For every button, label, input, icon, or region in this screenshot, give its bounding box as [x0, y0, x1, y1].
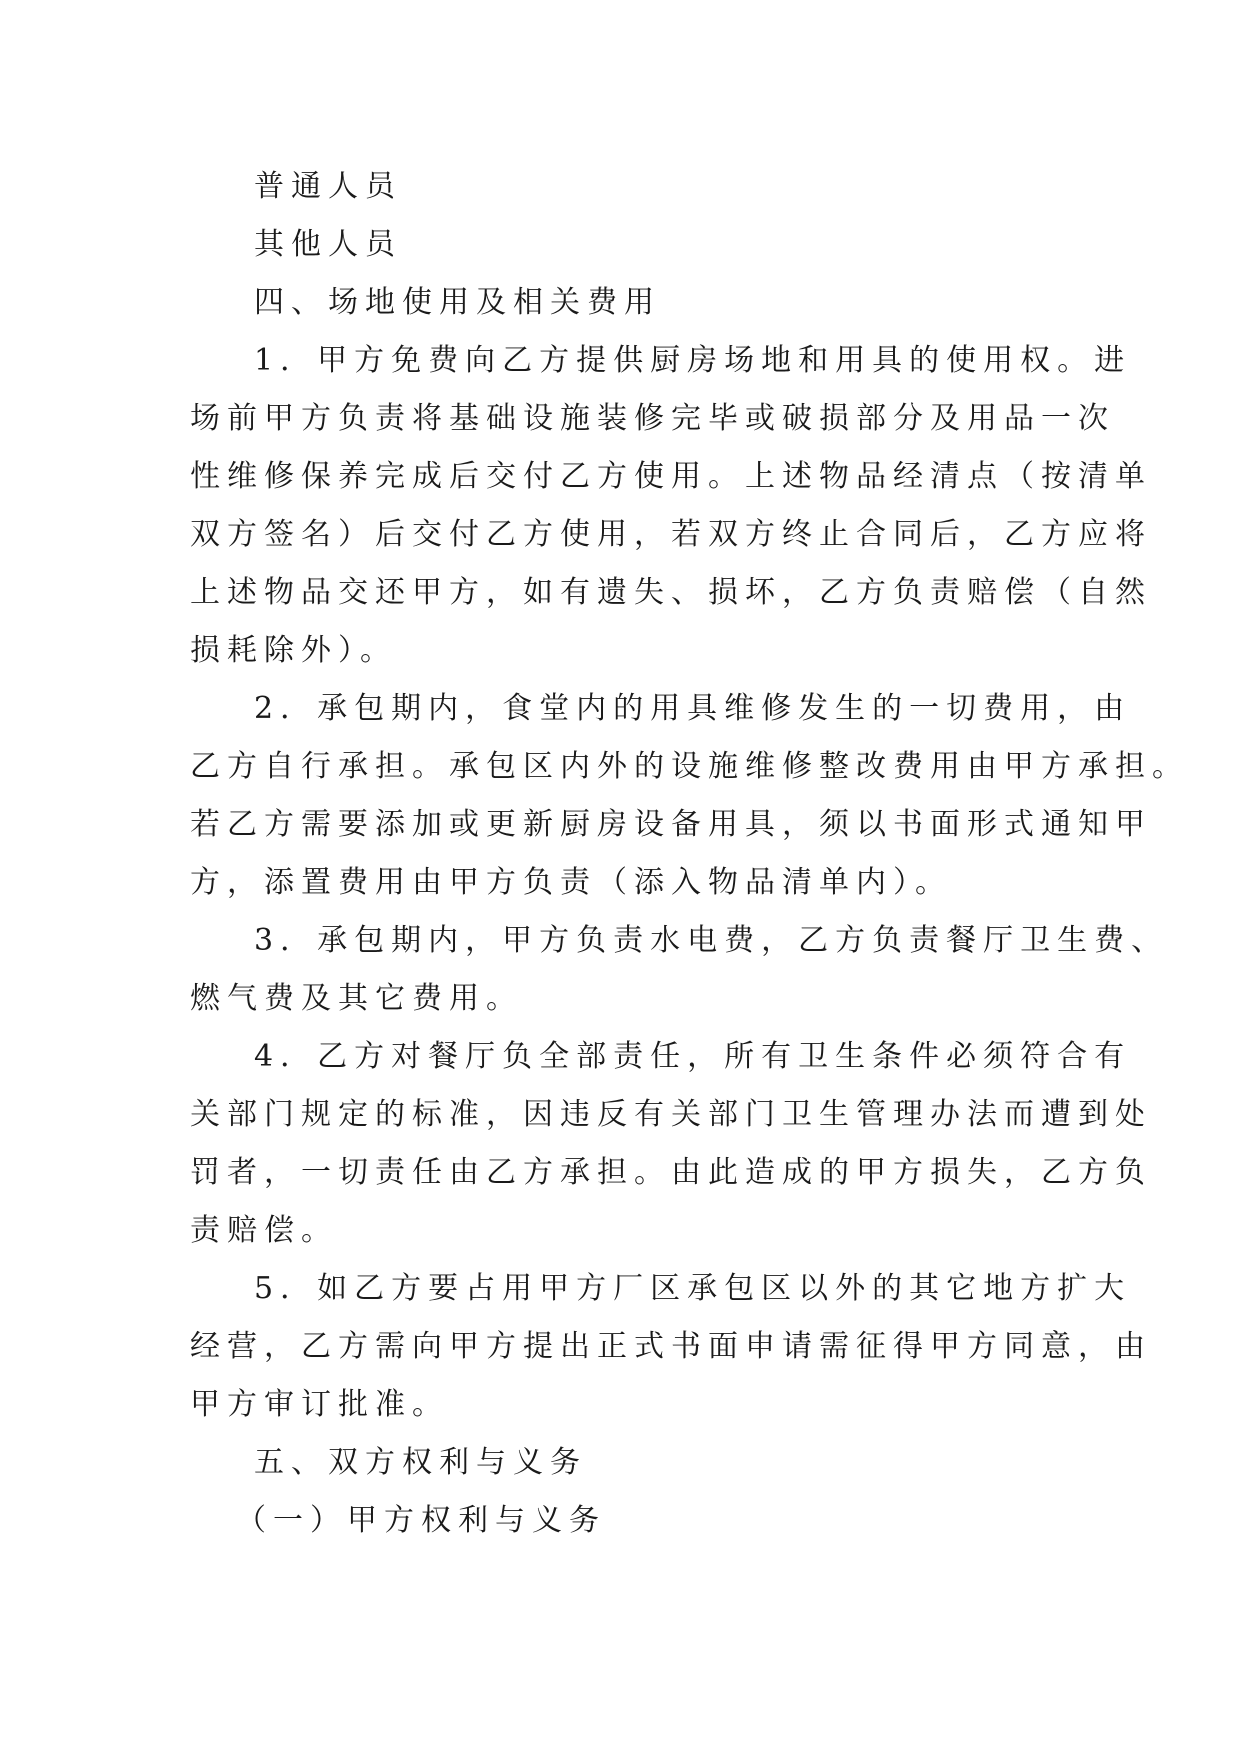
- clause-3-line-2: 燃气费及其它费用。: [190, 981, 523, 1016]
- clause-4-line-3: 罚者，一切责任由乙方承担。由此造成的甲方损失，乙方负: [190, 1155, 1152, 1190]
- section-heading-4: 四、场地使用及相关费用: [254, 285, 661, 320]
- section-heading-5: 五、双方权利与义务: [254, 1445, 587, 1480]
- clause-5-line-3: 甲方审订批准。: [190, 1387, 449, 1422]
- clause-4-line-2: 关部门规定的标准，因违反有关部门卫生管理办法而遭到处: [190, 1097, 1152, 1132]
- clause-5-line-2: 经营，乙方需向甲方提出正式书面申请需征得甲方同意，由: [190, 1329, 1152, 1364]
- clause-3-line-1: 3．承包期内，甲方负责水电费，乙方负责餐厅卫生费、: [254, 923, 1169, 958]
- clause-1-line-5: 上述物品交还甲方，如有遗失、损坏，乙方负责赔偿（自然: [190, 575, 1152, 610]
- clause-5-line-1: 5．如乙方要占用甲方厂区承包区以外的其它地方扩大: [254, 1271, 1132, 1306]
- text-line-staff-general: 普通人员: [254, 169, 402, 204]
- clause-2-line-4: 方，添置费用由甲方负责（添入物品清单内）。: [190, 865, 952, 900]
- clause-1-line-4: 双方签名）后交付乙方使用，若双方终止合同后，乙方应将: [190, 517, 1152, 552]
- text-line-staff-other: 其他人员: [254, 227, 402, 262]
- clause-2-line-1: 2．承包期内，食堂内的用具维修发生的一切费用，由: [254, 691, 1132, 726]
- clause-1-line-6: 损耗除外）。: [190, 633, 397, 668]
- clause-4-line-4: 责赔偿。: [190, 1213, 338, 1248]
- clause-1-line-1: 1．甲方免费向乙方提供厨房场地和用具的使用权。进: [254, 343, 1132, 378]
- clause-2-line-3: 若乙方需要添加或更新厨房设备用具，须以书面形式通知甲: [190, 807, 1152, 842]
- clause-4-line-1: 4．乙方对餐厅负全部责任，所有卫生条件必须符合有: [254, 1039, 1132, 1074]
- subsection-heading-party-a: （一）甲方权利与义务: [236, 1503, 606, 1538]
- clause-1-line-3: 性维修保养完成后交付乙方使用。上述物品经清点（按清单: [190, 459, 1152, 494]
- clause-1-line-2: 场前甲方负责将基础设施装修完毕或破损部分及用品一次: [190, 401, 1115, 436]
- clause-2-line-2: 乙方自行承担。承包区内外的设施维修整改费用由甲方承担。: [190, 749, 1189, 784]
- document-body: [190, 158, 1189, 1550]
